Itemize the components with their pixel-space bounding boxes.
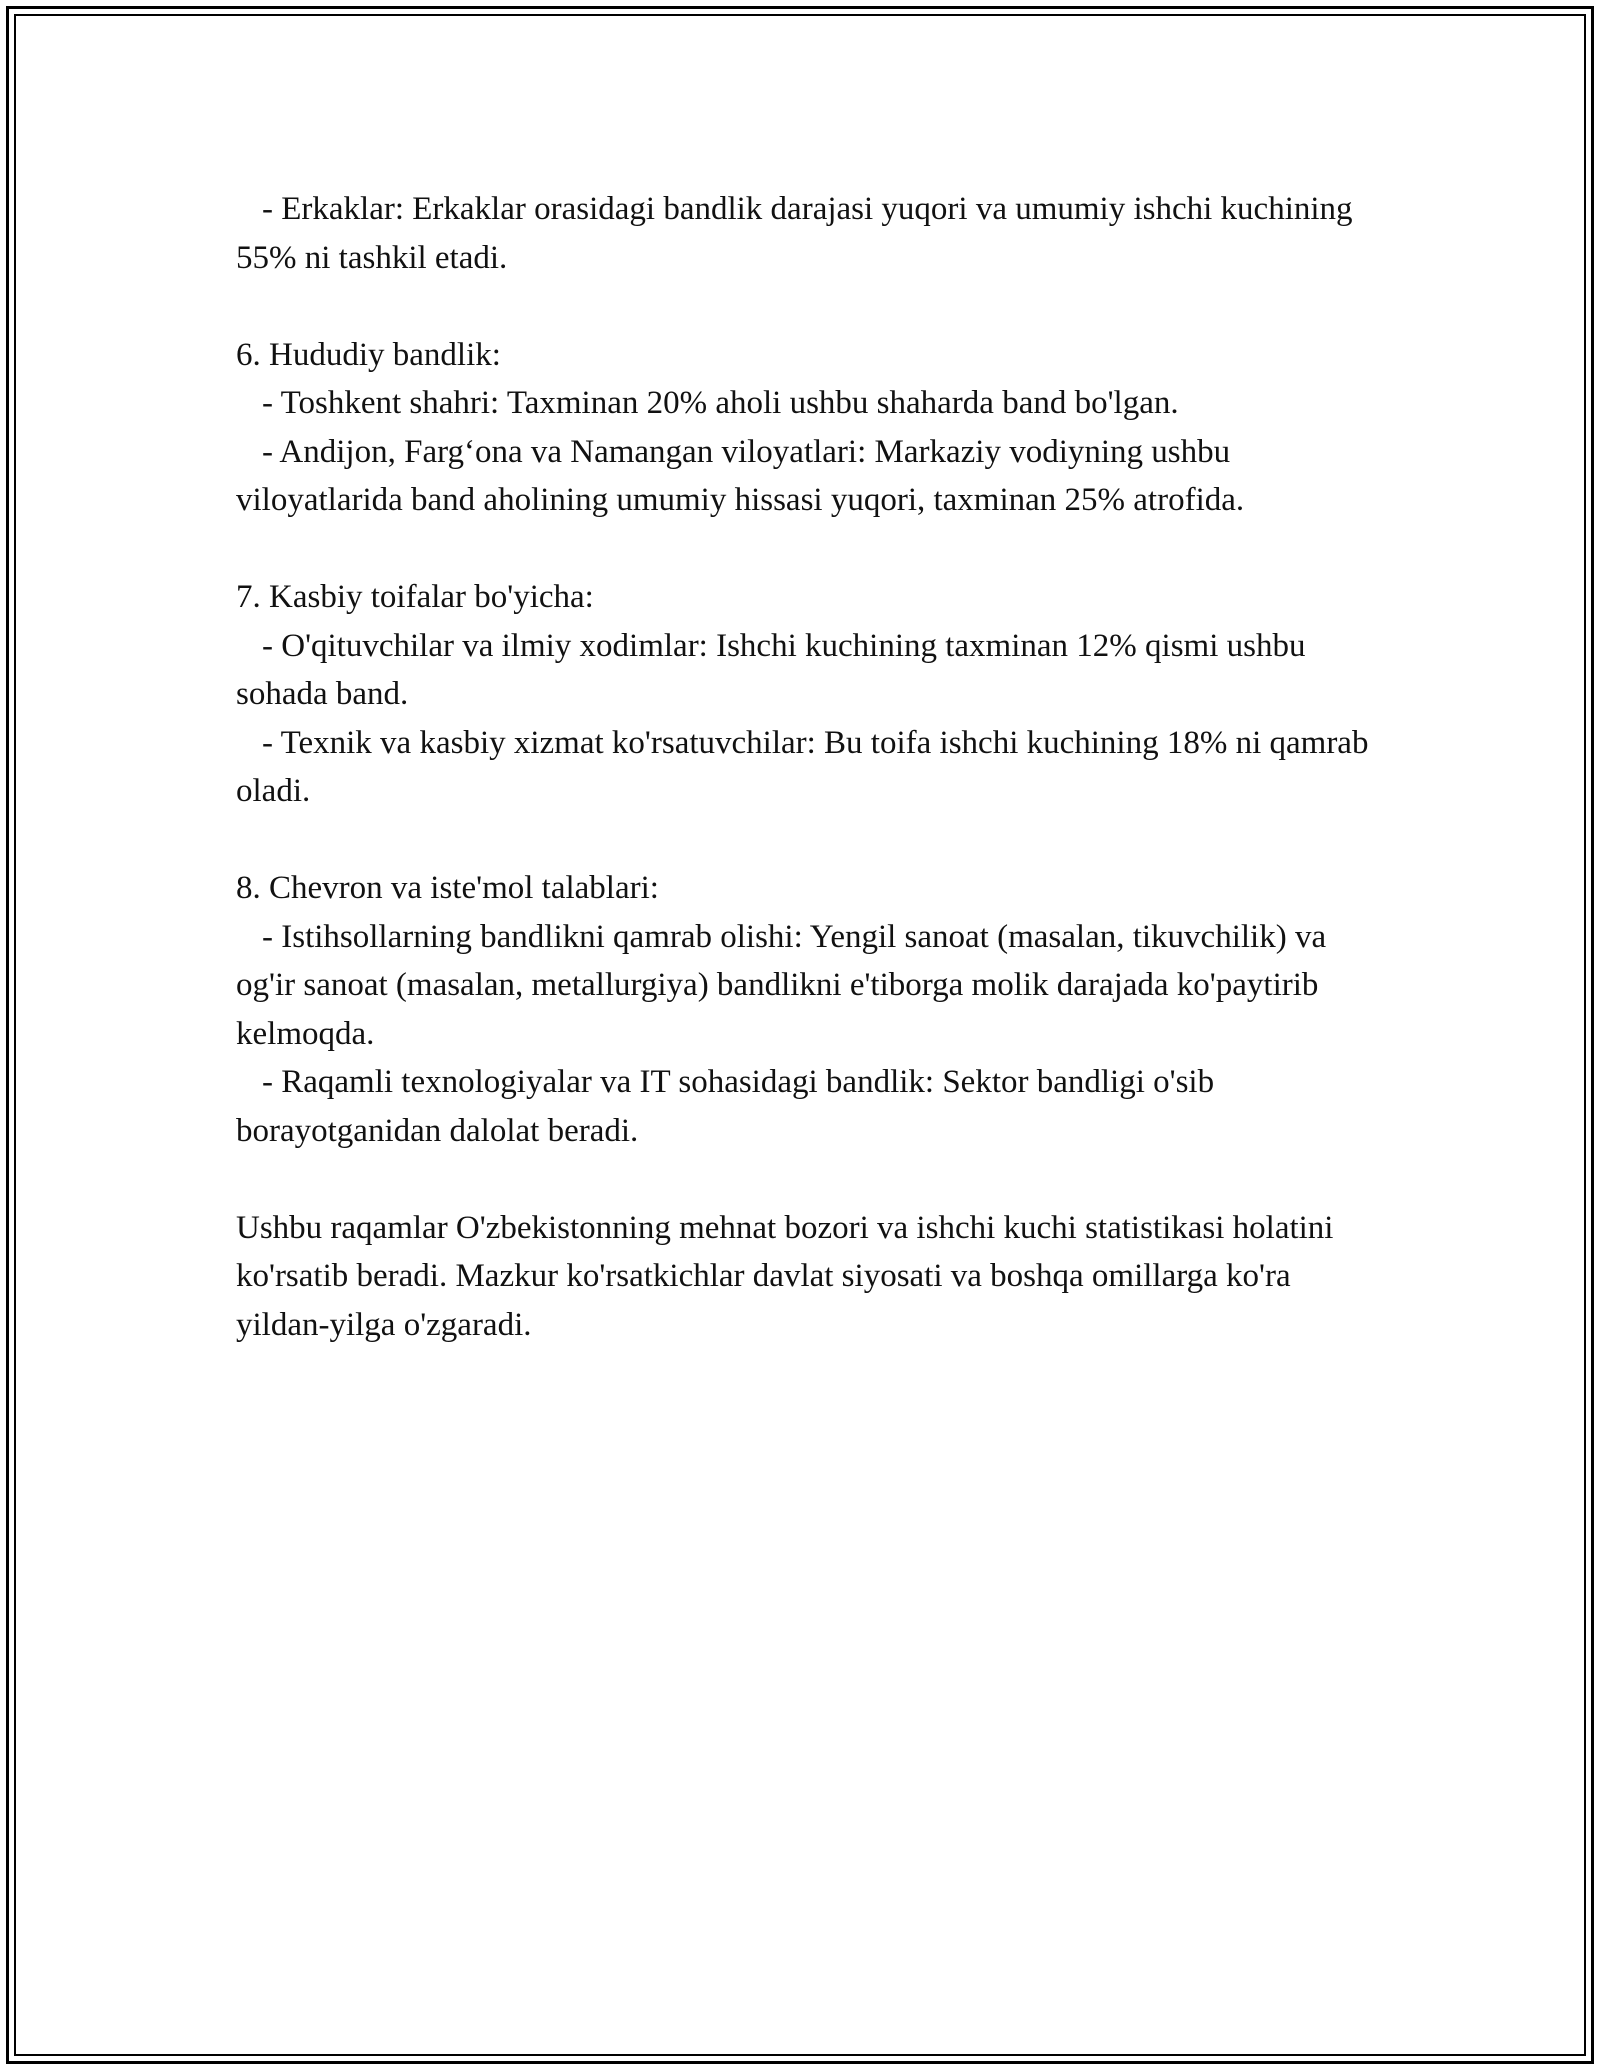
bullet-erkaklar: - Erkaklar: Erkaklar orasidagi bandlik darajasi yuqori va umumiy ishchi kuchining 55% ni tashkil etadi. (236, 191, 1361, 276)
bullet-vodiy: - Andijon, Farg‘ona va Namangan viloyatlari: Markaziy vodiyning ushbu viloyatlarida band aholining umumiy hissasi yuqori, taxminan 25% atrofida. (236, 433, 1245, 518)
section-7 (236, 573, 1376, 816)
closing-text: Ushbu raqamlar O'zbekistonning mehnat bozori va ishchi kuchi statistikasi holatini ko'rsatib beradi. Mazkur ko'rsatkichlar davlat siyosati va boshqa omillarga ko'ra yildan-yilga o'zgaradi. (236, 1209, 1342, 1343)
bullet-toshkent: - Toshkent shahri: Taxminan 20% aholi ushbu shaharda band bo'lgan. (262, 385, 1179, 421)
section-heading: 7. Kasbiy toifalar bo'yicha: (236, 579, 594, 615)
bullet-raqamli: - Raqamli texnologiyalar va IT sohasidagi bandlik: Sektor bandligi o'sib borayotganidan dalolat beradi. (236, 1064, 1223, 1149)
bullet-istihsol: - Istihsollarning bandlikni qamrab olishi: Yengil sanoat (masalan, tikuvchilik) va og'ir sanoat (masalan, metallurgiya) bandlikni e'tiborga molik darajada ko'paytirib kelmoqda. (236, 918, 1335, 1052)
section-heading: 6. Hududiy bandlik: (236, 336, 501, 373)
bullet-texnik: - Texnik va kasbiy xizmat ko'rsatuvchilar: Bu toifa ishchi kuchining 18% ni qamrab oladi. (236, 724, 1377, 809)
section-8 (236, 864, 1376, 1155)
bullet-oqituvchilar: - O'qituvchilar va ilmiy xodimlar: Ishchi kuchining taxminan 12% qismi ushbu sohada band. (236, 627, 1314, 712)
section-6 (236, 331, 1376, 525)
section-heading: 8. Chevron va iste'mol talablari: (236, 870, 659, 906)
section-5-continuation (236, 185, 1376, 282)
document-body (236, 185, 1376, 1349)
closing-paragraph (236, 1204, 1376, 1350)
